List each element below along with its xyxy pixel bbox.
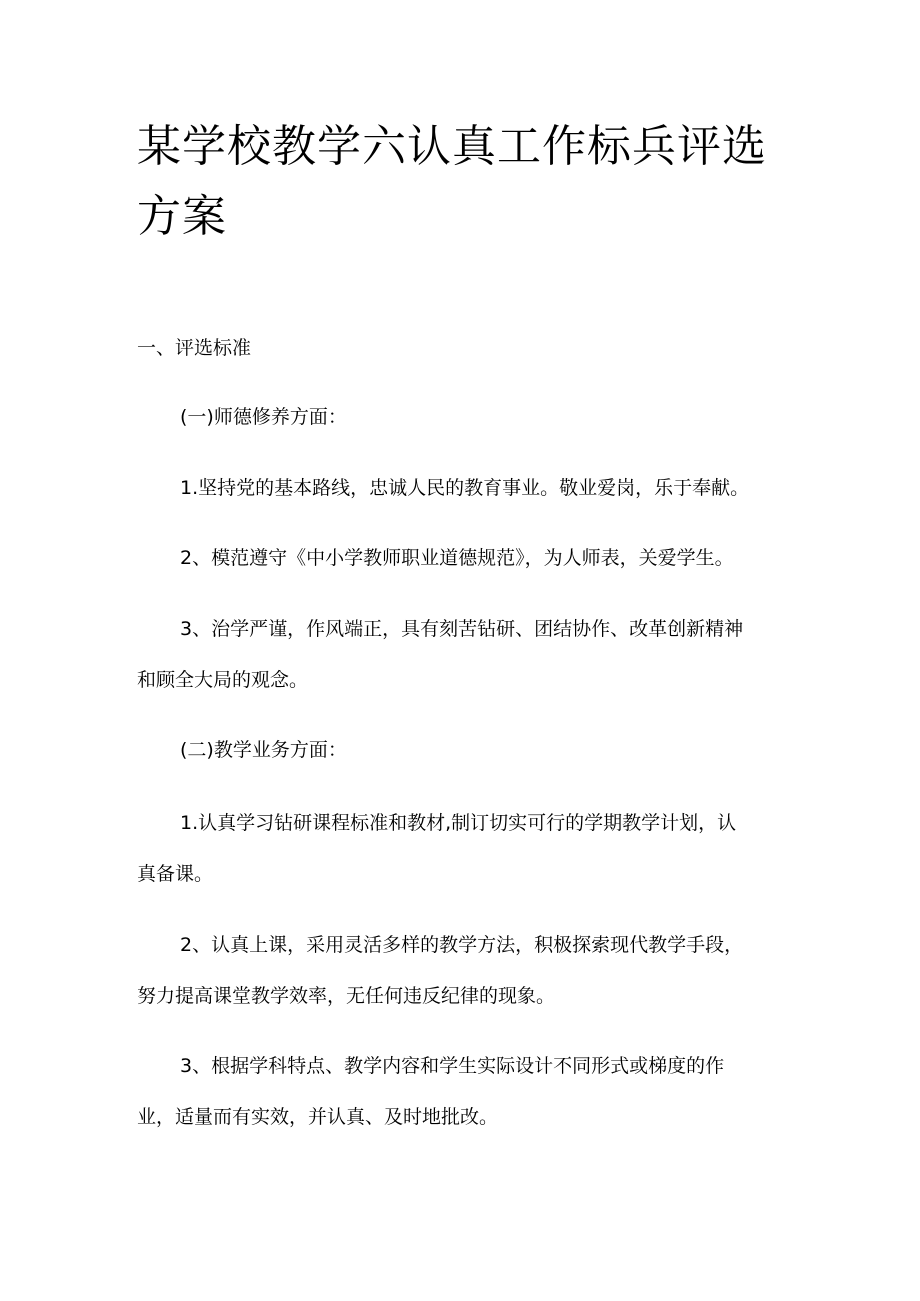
paragraph-line: 2、认真上课，采用灵活多样的教学方法，积极探索现代教学手段， (180, 934, 744, 956)
paragraph-line: 3、治学严谨，作风端正，具有刻苦钻研、团结协作、改革创新精神 (180, 618, 744, 640)
paragraph-line: 1.坚持党的基本路线，忠诚人民的教育事业。敬业爱岗，乐于奉献。 (180, 477, 750, 499)
paragraph-line: 业，适量而有实效，并认真、及时地批改。 (137, 1106, 499, 1128)
paragraph-line: 和顾全大局的观念。 (137, 669, 309, 691)
subsection-heading-teaching: (二)教学业务方面： (180, 739, 347, 761)
paragraph-line: 真备课。 (137, 863, 214, 885)
subsection-heading-ethics: (一)师德修养方面： (180, 406, 347, 428)
document-title: 某学校教学六认真工作标兵评选方案 (137, 121, 767, 242)
section-heading-evaluation-criteria: 一、评选标准 (137, 337, 252, 359)
paragraph-line: 3、根据学科特点、教学内容和学生实际设计不同形式或梯度的作 (180, 1055, 725, 1077)
paragraph-line: 努力提高课堂教学效率，无任何违反纪律的现象。 (137, 985, 556, 1007)
paragraph-line: 2、模范遵守《中小学教师职业道德规范》，为人师表，关爱学生。 (180, 547, 734, 569)
paragraph-line: 1.认真学习钻研课程标准和教材,制订切实可行的学期教学计划，认 (180, 812, 737, 834)
